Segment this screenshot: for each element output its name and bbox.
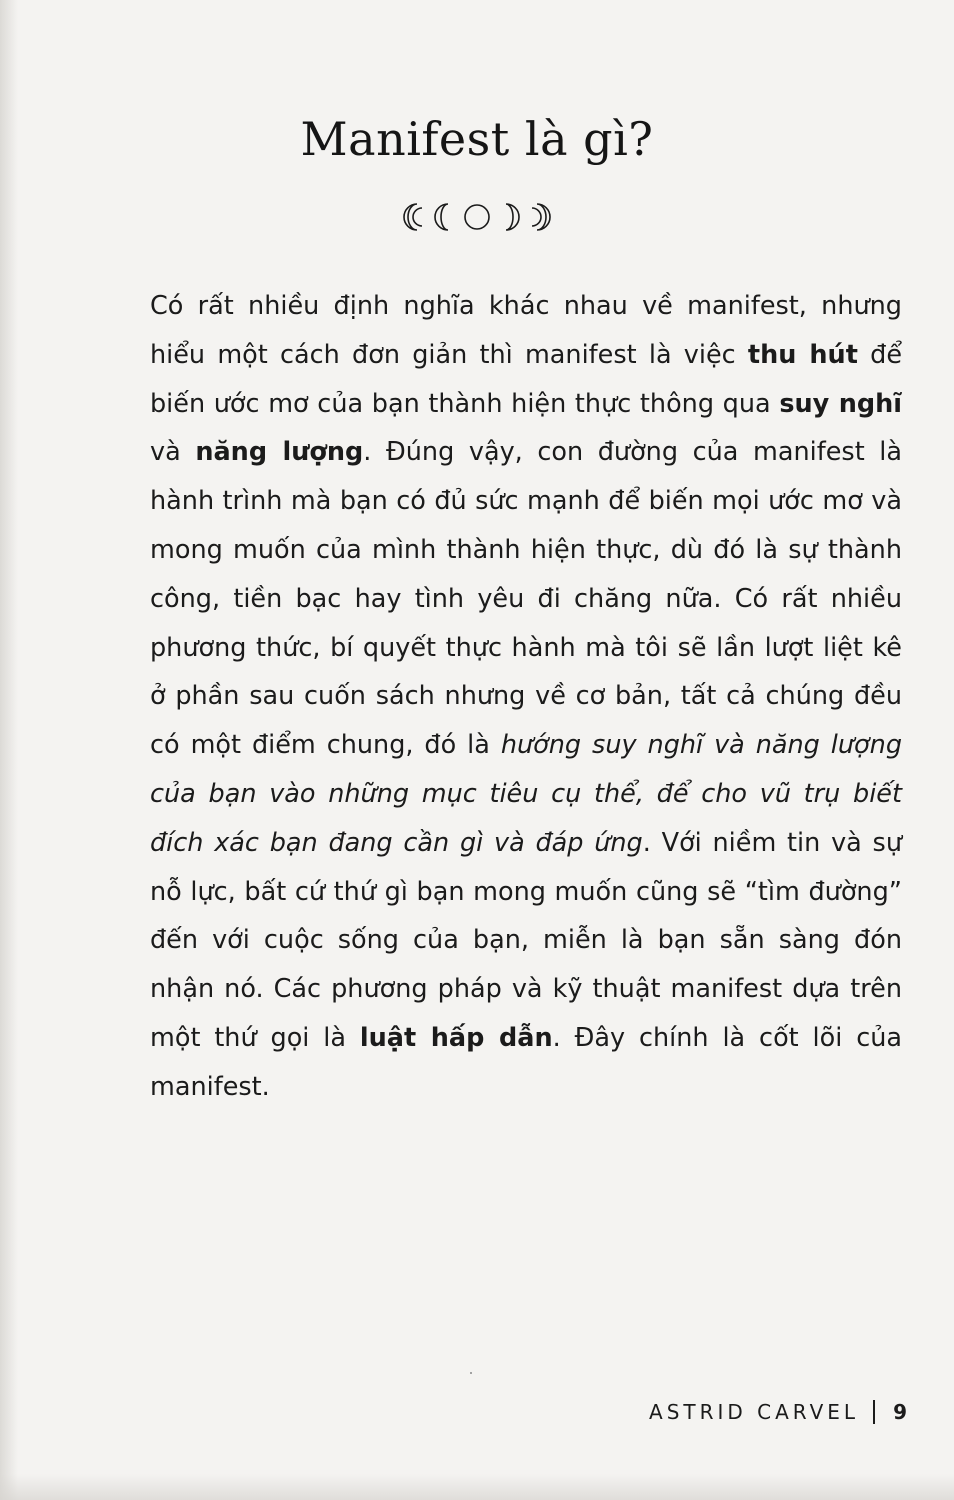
paragraph-text: và — [150, 437, 196, 468]
moon-phases-icon — [0, 200, 954, 234]
paragraph-text: . Với niềm tin và sự nỗ lực, bất cứ thứ gì bạn mong muốn cũng sẽ “tìm đường” đến với cuộc sống của bạn, miễn là bạn sẵn sàng đón nhận nó. Các phương pháp và kỹ thuật manifest dựa trên một thứ gọi là — [150, 827, 902, 1053]
paragraph-text: để biến ước mơ của bạn thành hiện thực thông qua — [150, 339, 903, 419]
paper-speck — [470, 1372, 472, 1374]
footer-divider — [873, 1400, 875, 1424]
body-paragraph — [150, 282, 902, 1112]
bold-term: luật hấp dẫn — [359, 1022, 553, 1053]
page-title: Manifest là gì? — [300, 112, 654, 166]
author-name: ASTRID CARVEL — [649, 1400, 860, 1424]
bold-term: năng lượng — [195, 437, 364, 468]
bold-term: suy nghĩ — [779, 388, 902, 419]
italic-phrase: hướng suy nghĩ và năng lượng của bạn vào những mục tiêu cụ thể, để cho vũ trụ biết đích xác bạn đang cần gì và đáp ứng — [150, 730, 903, 858]
page-number: 9 — [893, 1400, 907, 1424]
bold-term: thu hút — [747, 339, 858, 370]
page-bottom-shadow — [0, 1474, 954, 1500]
page-footer — [649, 1400, 907, 1424]
paragraph-text: Có rất nhiều định nghĩa khác nhau về manifest, nhưng hiểu một cách đơn giản thì manifest là việc — [150, 291, 902, 370]
paragraph-text: . Đúng vậy, con đường của manifest là hành trình mà bạn có đủ sức mạnh để biến mọi ước mơ và mong muốn của mình thành hiện thực, dù đó là sự thành công, tiền bạc hay tình yêu đi chăng nữa. Có rất nhiều phương thức, bí quyết thực hành mà tôi sẽ lần lượt liệt kê ở phần sau cuốn sách nhưng về cơ bản, tất cả chúng đều có một điểm chung, đó là — [150, 437, 902, 761]
paragraph-text: . Đây chính là cốt lõi của manifest. — [150, 1022, 902, 1102]
